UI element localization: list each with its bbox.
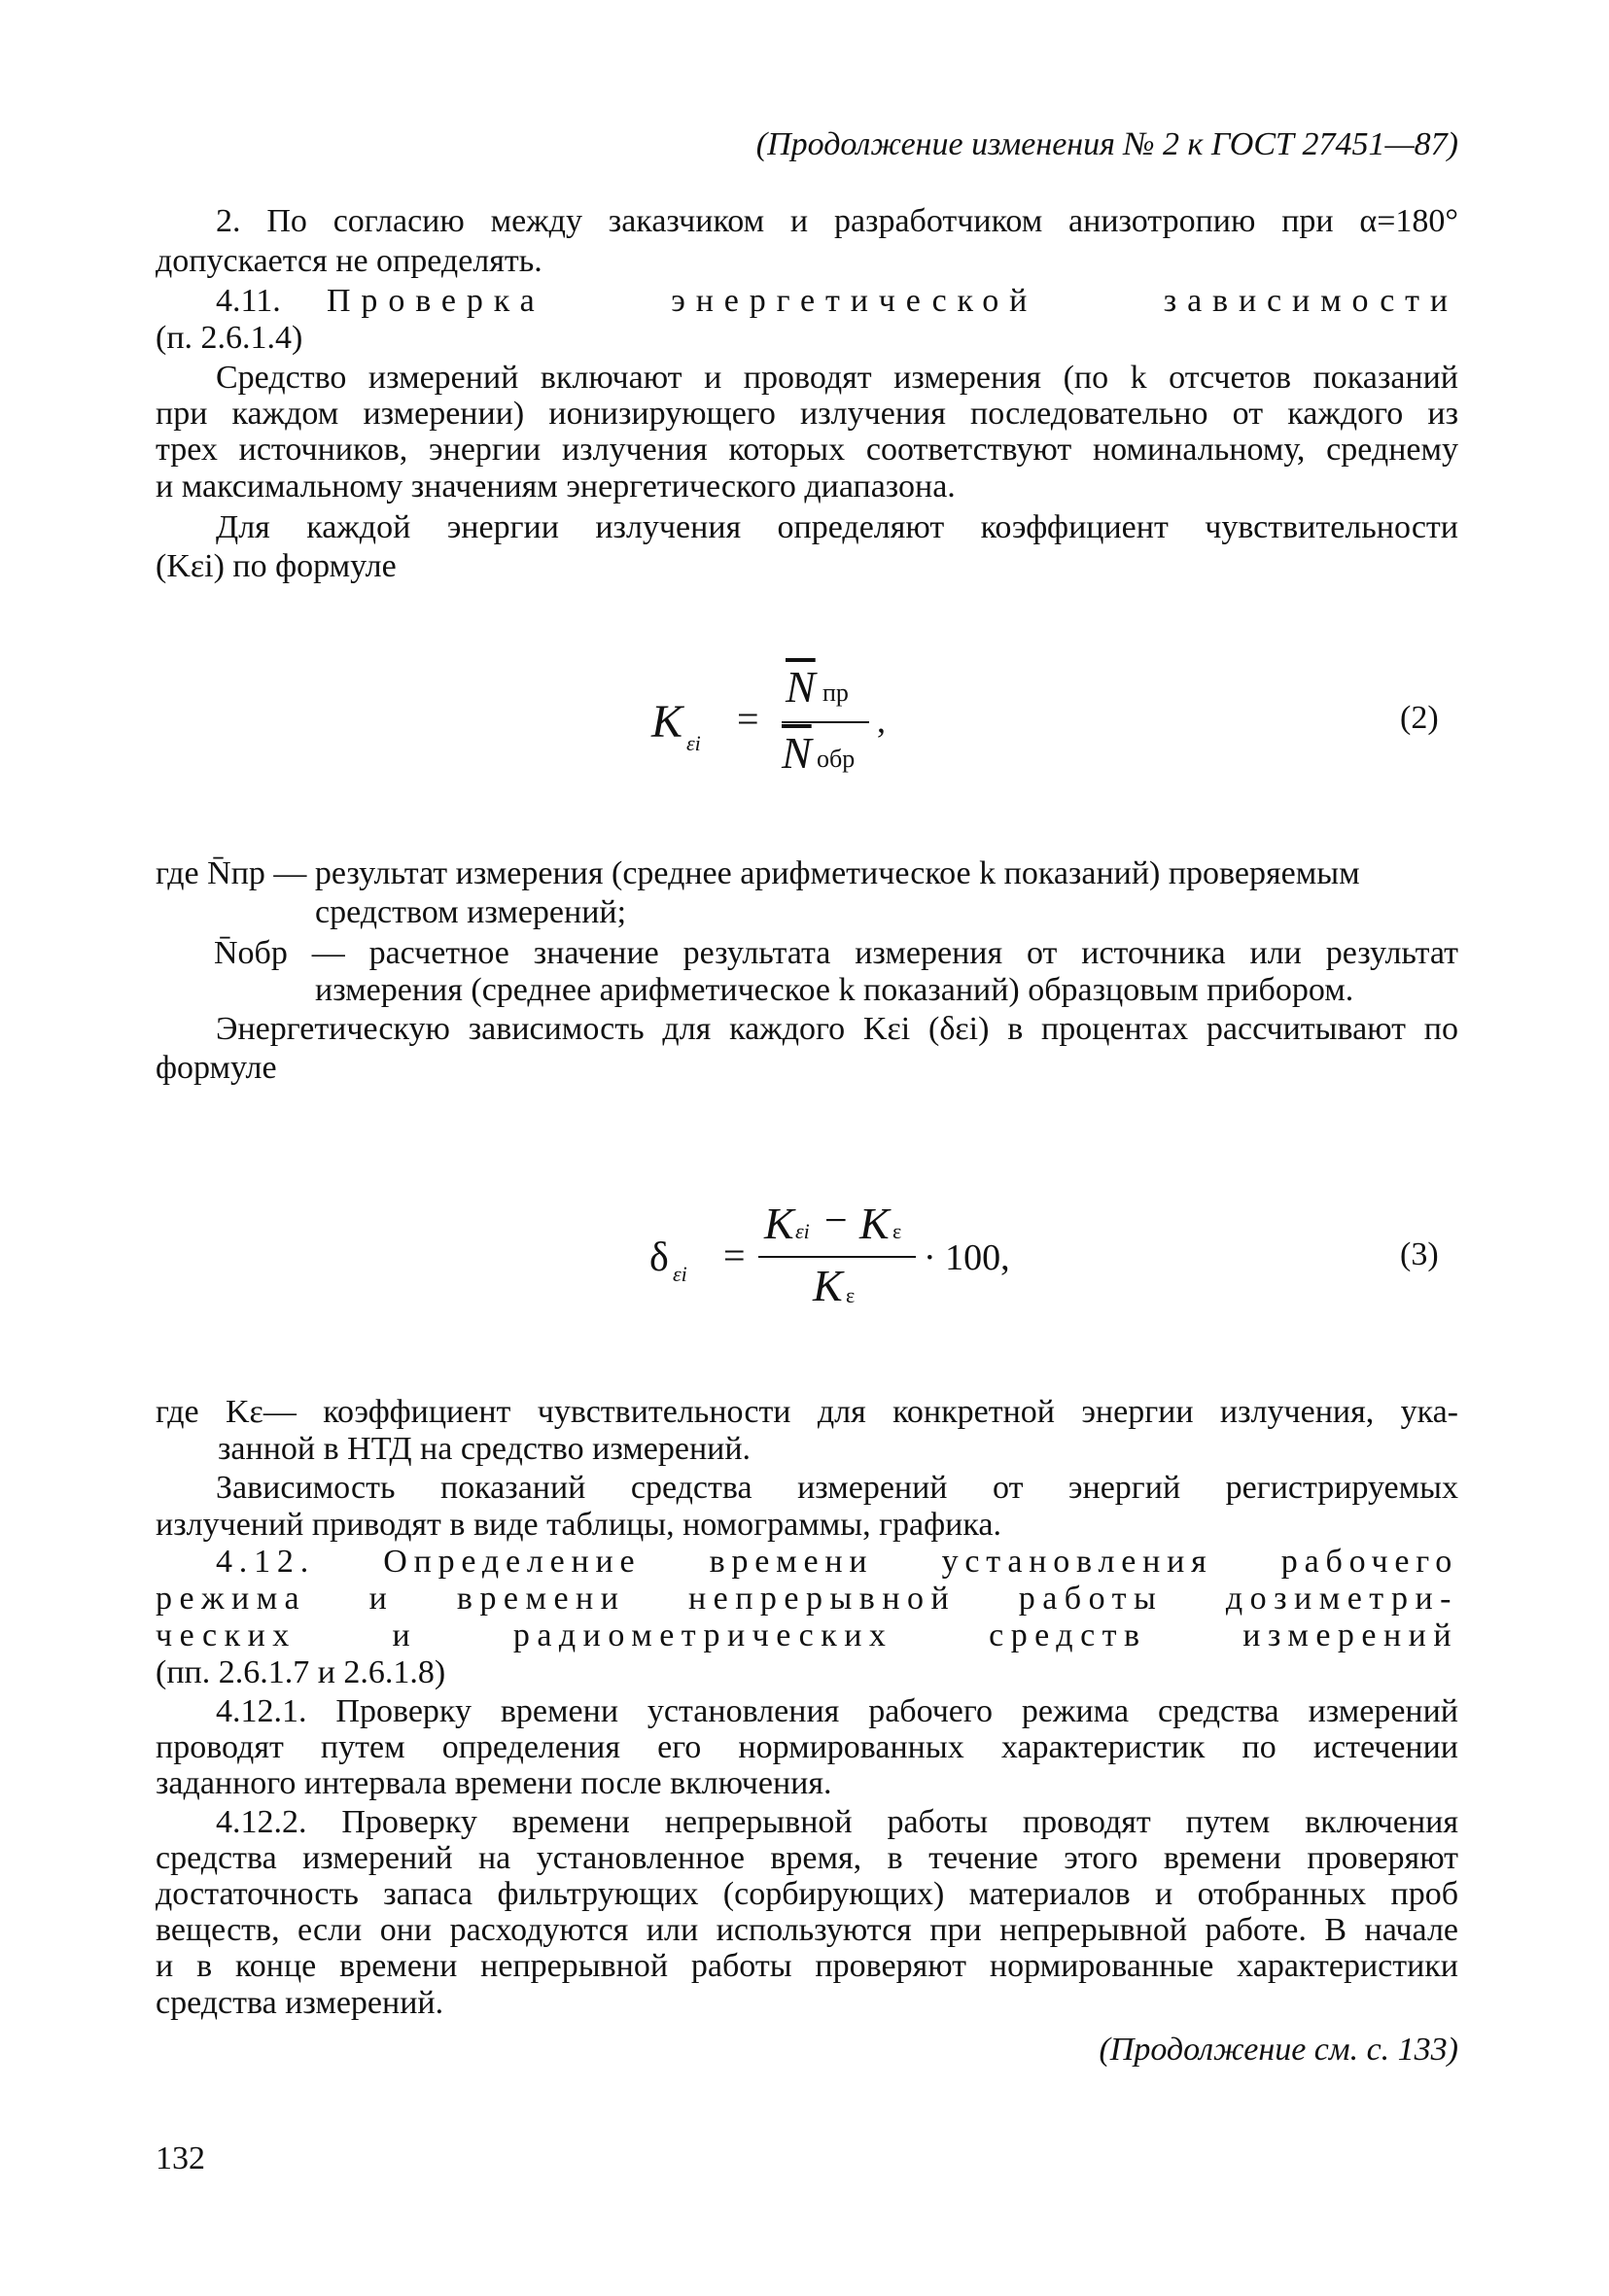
coef-line2: (Kεi) по формуле <box>156 548 397 584</box>
formula-2 <box>651 661 904 797</box>
means-line2: при каждом измерении) ионизирующего излучения последовательно от каждого из <box>156 396 1458 432</box>
formula-3-denominator: K <box>813 1261 843 1310</box>
where-ke-line1: где Kε— коэффициент чувствительности для конкретной энергии излучения, ука- <box>156 1394 1458 1430</box>
where-nobr-line2: измерения (среднее арифметическое k показаний) образцовым прибором. <box>315 972 1354 1008</box>
formula-2-numerator-sub: пр <box>822 678 849 707</box>
formula-2-lhs-sub: εi <box>686 731 701 755</box>
energy-line2: формуле <box>156 1050 277 1086</box>
formula-3-num-a: K <box>764 1199 794 1248</box>
para-4-12-2-line5: и в конце времени непрерывной работы проверяют нормированные характеристики <box>156 1948 1458 1984</box>
formula-2-tail: , <box>877 701 886 740</box>
formula-2-equals: = <box>737 697 759 741</box>
section-4-12-line2: режима и времени непрерывной работы дозиметри- <box>156 1581 1458 1617</box>
para-4-12-2-line1: 4.12.2. Проверку времени непрерывной работы проводят путем включения <box>216 1804 1458 1840</box>
note2-line2: допускается не определять. <box>156 243 542 279</box>
formula-3-number: (3) <box>1400 1236 1439 1272</box>
section-4-11-title: Проверка энергетической зависимости <box>327 283 1458 319</box>
formula-2-number: (2) <box>1400 700 1439 736</box>
section-4-12-ref: (пп. 2.6.1.7 и 2.6.1.8) <box>156 1654 446 1690</box>
formula-2-numerator: $\overline{N}$ <box>786 662 816 712</box>
continued-footer: (Продолжение см. с. 133) <box>1099 2032 1458 2068</box>
formula-2-denominator-sub: обр <box>817 745 856 773</box>
formula-3-minus: − <box>824 1199 848 1243</box>
para-4-12-2-line4: веществ, если они расходуются или используются при непрерывной работе. В начале <box>156 1912 1458 1948</box>
formula-2-fraction-bar <box>782 721 869 723</box>
continuation-header: (Продолжение изменения № 2 к ГОСТ 27451—87) <box>755 126 1458 162</box>
dependence-line2: излучений приводят в виде таблицы, номограммы, графика. <box>156 1507 1001 1543</box>
section-4-12-line3: ческих и радиометрических средств измерений <box>156 1618 1458 1653</box>
where-ke-line2: занной в НТД на средство измерений. <box>218 1431 752 1467</box>
energy-line1: Энергетическую зависимость для каждого Kεi (δεi) в процентах рассчитывают по <box>216 1011 1458 1047</box>
means-line3: трех источников, энергии излучения которых соответствуют номинальному, среднему <box>156 432 1458 468</box>
formula-3-fraction-bar <box>758 1256 916 1258</box>
section-4-11-ref: (п. 2.6.1.4) <box>156 320 303 356</box>
formula-3-lhs-sub: εi <box>673 1262 687 1286</box>
para-4-12-1-line3: заданного интервала времени после включения. <box>156 1765 832 1801</box>
means-line4: и максимальному значениям энергетического диапазона. <box>156 469 956 504</box>
formula-2-denominator: $\overline{N}$ <box>782 728 812 778</box>
where-npr-line2: средством измерений; <box>315 894 627 930</box>
dependence-line1: Зависимость показаний средства измерений от энергий регистрируемых <box>216 1470 1458 1506</box>
formula-3-num-a-sub: εi <box>795 1219 810 1243</box>
formula-3-num-b-sub: ε <box>892 1219 902 1243</box>
where-nobr-line1: N̄обр — расчетное значение результата измерения от источника или результат <box>214 935 1458 971</box>
section-4-11-number: 4.11. <box>216 283 281 319</box>
formula-3-tail: · 100, <box>924 1237 1010 1278</box>
where-npr-line1: где N̄пр — результат измерения (среднее арифметическое k показаний) проверяемым <box>156 855 1360 891</box>
para-4-12-2-line3: достаточность запаса фильтрующих (сорбирующих) материалов и отобранных проб <box>156 1876 1458 1912</box>
section-4-12-line1: 4.12. Определение времени установления рабочего <box>216 1544 1458 1580</box>
formula-3-num-b: K <box>859 1199 890 1248</box>
formula-2-lhs: K <box>651 696 683 748</box>
formula-3-denominator-sub: ε <box>846 1283 856 1307</box>
formula-3-lhs: δ <box>649 1235 669 1280</box>
means-line1: Средство измерений включают и проводят измерения (по k отсчетов показаний <box>216 360 1458 396</box>
formula-3 <box>649 1198 1058 1324</box>
formula-3-equals: = <box>723 1234 746 1277</box>
page-number: 132 <box>156 2140 205 2176</box>
coef-line1: Для каждой энергии излучения определяют коэффициент чувствительности <box>216 509 1458 545</box>
para-4-12-1-line1: 4.12.1. Проверку времени установления рабочего режима средства измерений <box>216 1693 1458 1729</box>
para-4-12-1-line2: проводят путем определения его нормированных характеристик по истечении <box>156 1729 1458 1765</box>
note2-line1: 2. По согласию между заказчиком и разработчиком анизотропию при α=180° <box>216 203 1458 239</box>
para-4-12-2-line2: средства измерений на установленное время, в течение этого времени проверяют <box>156 1840 1458 1876</box>
para-4-12-2-line6: средства измерений. <box>156 1985 444 2021</box>
